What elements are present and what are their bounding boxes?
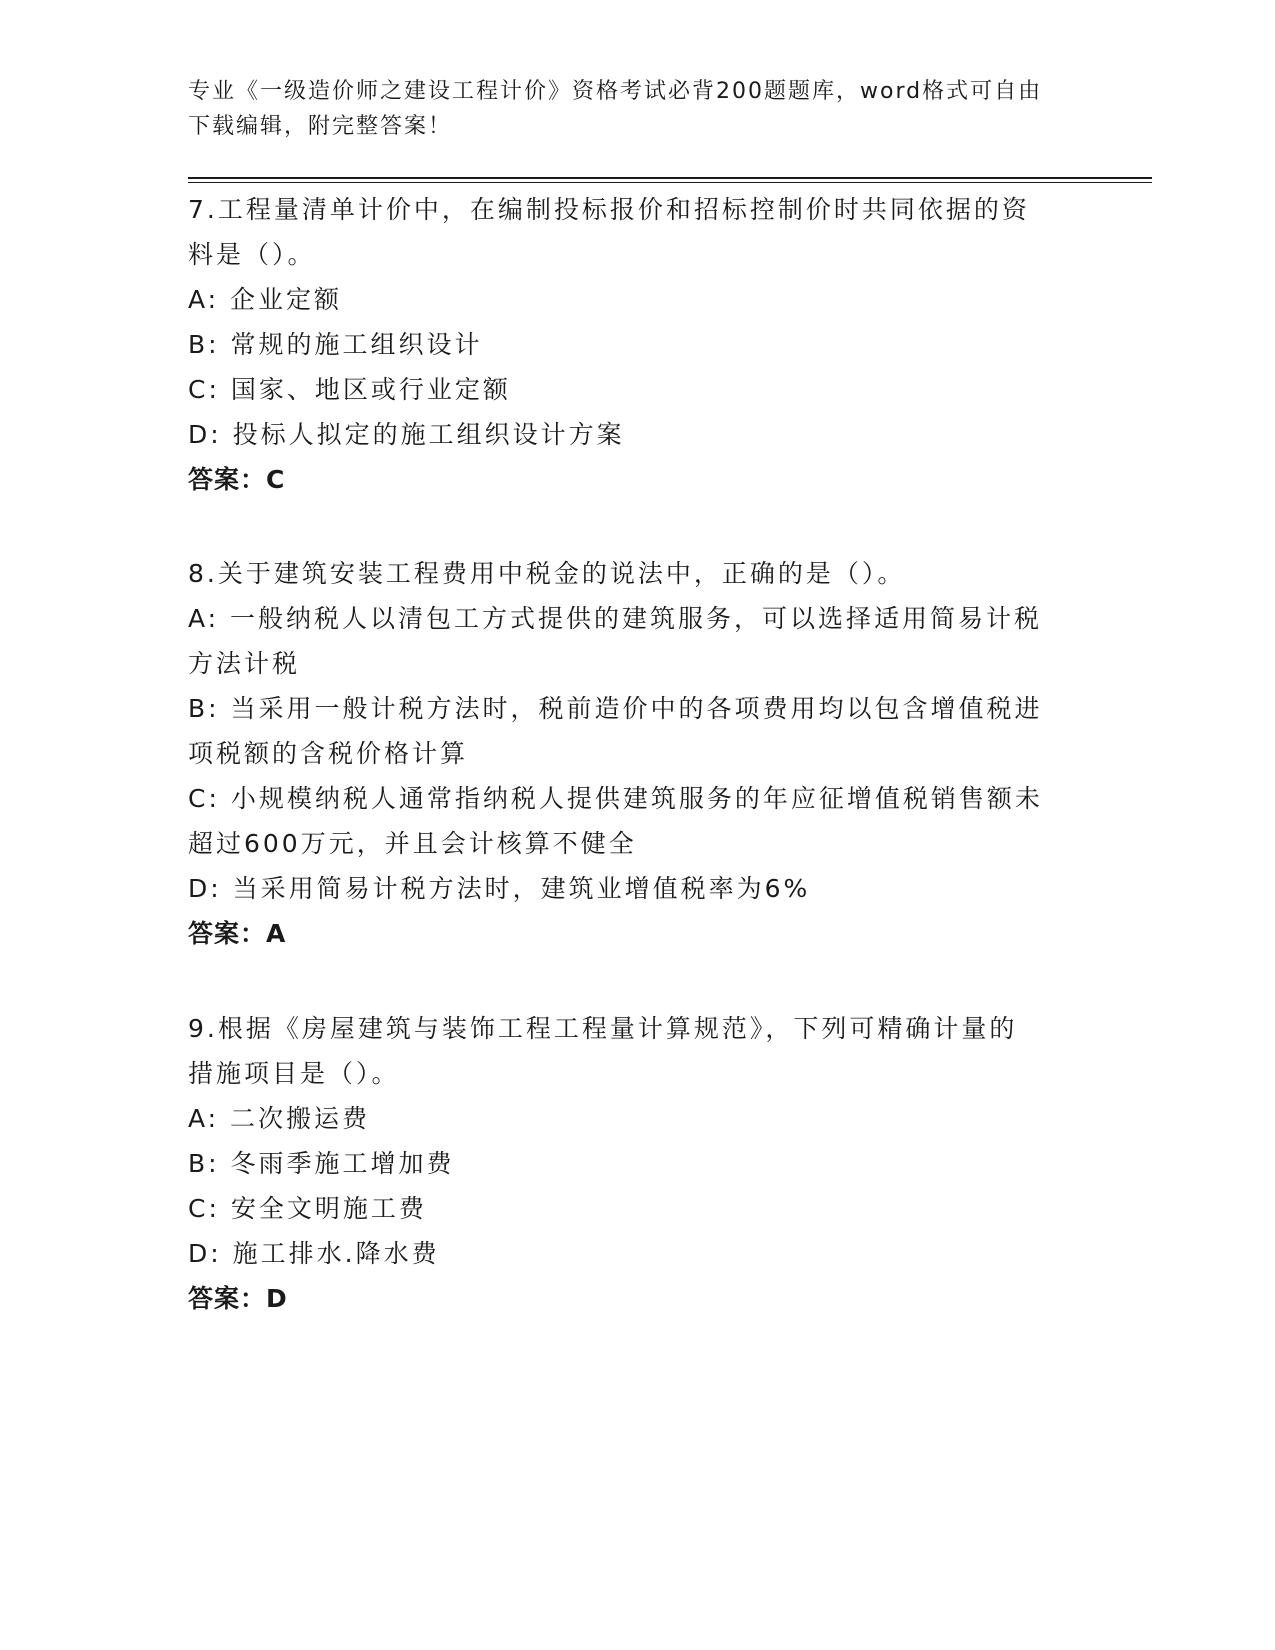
option-c: C: 安全文明施工费: [188, 1194, 427, 1223]
option-c: C: 国家、地区或行业定额: [188, 375, 511, 404]
header-divider-thin: [188, 182, 1152, 183]
question-stem: 9.根据《房屋建筑与装饰工程工程量计算规范》，下列可精确计量的: [188, 1014, 1018, 1043]
option-c-continued: 超过600万元，并且会计核算不健全: [188, 829, 637, 858]
option-d: D: 投标人拟定的施工组织设计方案: [188, 420, 625, 449]
question-9: [188, 1006, 1088, 1321]
option-a: A: 二次搬运费: [188, 1104, 371, 1133]
question-stem: 7.工程量清单计价中，在编制投标报价和招标控制价时共同依据的资: [188, 195, 1030, 224]
option-b: B: 当采用一般计税方法时，税前造价中的各项费用均以包含增值税进: [188, 694, 1043, 723]
answer-key: 答案：A: [188, 919, 287, 948]
question-stem: 8.关于建筑安装工程费用中税金的说法中，正确的是（）。: [188, 559, 906, 588]
document-header: [188, 74, 1088, 144]
answer-key: 答案：C: [188, 465, 286, 494]
header-line-1: 专业《一级造价师之建设工程计价》资格考试必背200题题库，word格式可自由: [188, 79, 1043, 104]
header-divider-thick: [188, 177, 1152, 179]
option-d: D: 当采用简易计税方法时，建筑业增值税率为6%: [188, 874, 811, 903]
option-a: A: 一般纳税人以清包工方式提供的建筑服务，可以选择适用简易计税: [188, 604, 1043, 633]
option-b-continued: 项税额的含税价格计算: [188, 739, 469, 768]
question-stem: 料是（）。: [188, 240, 316, 269]
question-8: [188, 551, 1088, 956]
option-b: B: 常规的施工组织设计: [188, 330, 483, 359]
option-b: B: 冬雨季施工增加费: [188, 1149, 455, 1178]
question-7: [188, 187, 1088, 502]
option-c: C: 小规模纳税人通常指纳税人提供建筑服务的年应征增值税销售额未: [188, 784, 1043, 813]
option-d: D: 施工排水.降水费: [188, 1239, 440, 1268]
option-a-continued: 方法计税: [188, 649, 301, 678]
header-line-2: 下载编辑，附完整答案！: [188, 114, 453, 139]
option-a: A: 企业定额: [188, 285, 343, 314]
question-stem: 措施项目是（）。: [188, 1059, 400, 1088]
answer-key: 答案：D: [188, 1284, 288, 1313]
